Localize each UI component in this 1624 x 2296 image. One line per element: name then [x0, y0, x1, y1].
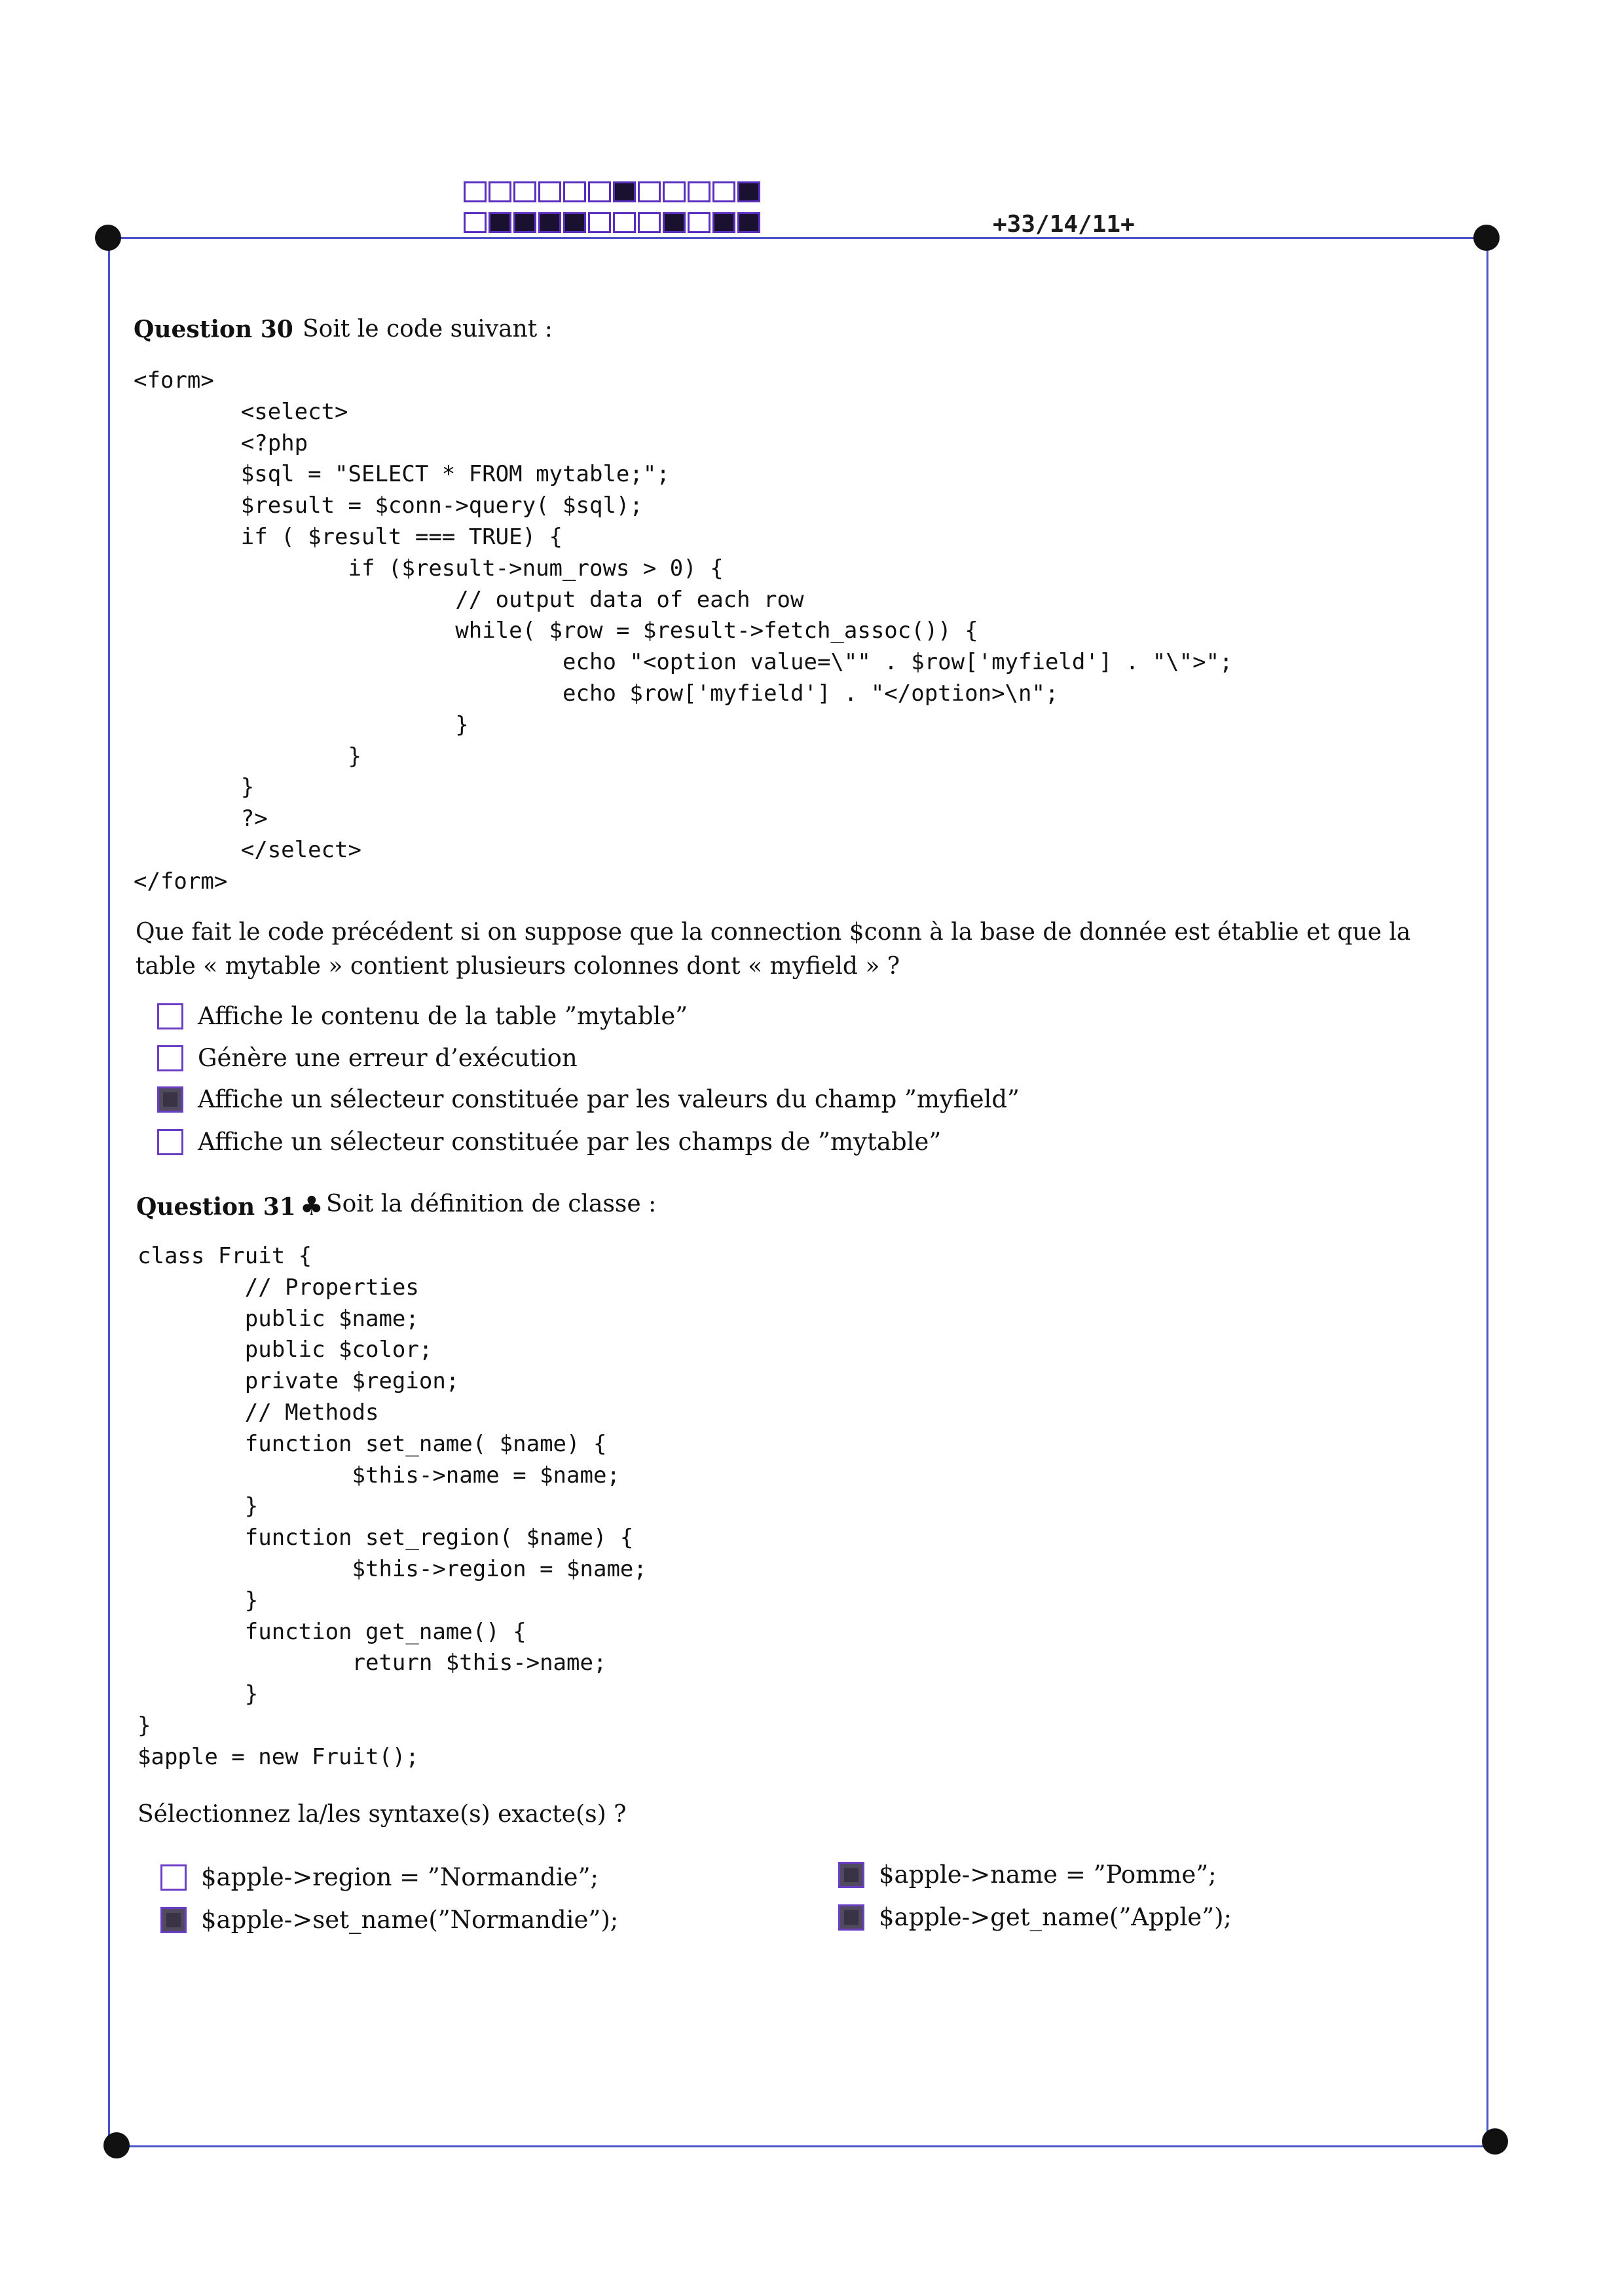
- corner-marker-bottom-left: [103, 2132, 130, 2158]
- barcode-square: [737, 181, 760, 202]
- barcode-square: [688, 212, 710, 233]
- question-31-number: Question 31: [136, 1193, 296, 1221]
- barcode-square: [712, 212, 735, 233]
- club-icon: ♣: [299, 1191, 323, 1221]
- q31-choice-2[interactable]: [160, 1906, 618, 1934]
- question-31-title: [136, 1191, 323, 1221]
- choice-label: $apple->set_name(”Normandie”);: [201, 1906, 619, 1934]
- corner-marker-top-right: [1473, 225, 1500, 251]
- frame-right: [1486, 237, 1488, 2145]
- barcode-square: [613, 181, 636, 202]
- checkbox[interactable]: [838, 1862, 864, 1888]
- choice-label: $apple->name = ”Pomme”;: [879, 1861, 1217, 1889]
- barcode-square: [538, 212, 561, 233]
- barcode-row-1: [464, 181, 762, 202]
- barcode-square: [688, 181, 710, 202]
- checkbox[interactable]: [157, 1086, 183, 1113]
- barcode-square: [638, 212, 661, 233]
- corner-marker-top-left: [95, 225, 121, 251]
- frame-top: [108, 237, 1486, 239]
- barcode-square: [563, 181, 586, 202]
- barcode-square: [464, 212, 487, 233]
- barcode-square: [513, 212, 536, 233]
- barcode-square: [737, 212, 760, 233]
- q31-choice-4[interactable]: [838, 1903, 1232, 1931]
- question-31-code: class Fruit { // Properties public $name; public $color; private $region; // Methods function set_name( $name) { $this->name = $name; } function set_region( $name) { $this->region = $name; } function get_name() { return $this->name; } } $apple = new Fruit();: [138, 1243, 647, 1770]
- choice-label: $apple->region = ”Normandie”;: [201, 1863, 599, 1891]
- q30-choice-2[interactable]: [157, 1044, 578, 1072]
- barcode-square: [464, 181, 487, 202]
- barcode-square: [489, 212, 511, 233]
- barcode-square: [513, 181, 536, 202]
- checkbox[interactable]: [160, 1864, 187, 1891]
- q30-choice-1[interactable]: [157, 1002, 688, 1030]
- barcode-square: [588, 212, 611, 233]
- question-30-intro: Soit le code suivant :: [303, 316, 553, 343]
- barcode-square: [663, 181, 686, 202]
- corner-marker-bottom-right: [1482, 2128, 1508, 2155]
- question-30-code: <form> <select> <?php $sql = "SELECT * FROM mytable;"; $result = $conn->query( $sql); if ( $result === TRUE) { if ($result->num_rows > 0) { // output data of each row while( $row = $result->fetch_assoc()) { echo "<option value=\"" . $row['myfield'] . "\">"; echo $row['myfield'] . "</option>\n"; } } } ?> </select> </form>: [134, 367, 1233, 895]
- barcode-square: [712, 181, 735, 202]
- choice-label: $apple->get_name(”Apple”);: [879, 1903, 1232, 1931]
- q30-choice-4[interactable]: [157, 1128, 941, 1156]
- barcode-square: [638, 181, 661, 202]
- question-30-prompt: Que fait le code précédent si on suppose que la connection $conn à la base de donnée est établie et que la table « mytable » contient plusieurs colonnes dont « myfield » ?: [136, 919, 1411, 980]
- choice-label: Affiche un sélecteur constituée par les valeurs du champ ”myfield”: [198, 1085, 1020, 1113]
- question-31-intro: Soit la définition de classe :: [326, 1191, 657, 1217]
- frame-bottom: [117, 2145, 1495, 2147]
- checkbox[interactable]: [157, 1129, 183, 1155]
- checkbox[interactable]: [838, 1904, 864, 1931]
- checkbox[interactable]: [157, 1045, 183, 1071]
- q31-choice-1[interactable]: [160, 1863, 599, 1891]
- choice-label: Affiche le contenu de la table ”mytable”: [198, 1002, 688, 1030]
- checkbox[interactable]: [160, 1907, 187, 1933]
- barcode-row-2: [464, 212, 762, 233]
- choice-label: Affiche un sélecteur constituée par les champs de ”mytable”: [198, 1128, 942, 1156]
- barcode-square: [563, 212, 586, 233]
- question-30-title: Question 30: [134, 316, 293, 343]
- question-31-prompt: Sélectionnez la/les syntaxe(s) exacte(s) ?: [138, 1801, 627, 1828]
- q31-choice-3[interactable]: [838, 1861, 1217, 1889]
- barcode-square: [663, 212, 686, 233]
- header-code: +33/14/11+: [993, 211, 1135, 238]
- choice-label: Génère une erreur d’exécution: [198, 1044, 578, 1072]
- frame-left: [108, 237, 110, 2145]
- barcode-square: [538, 181, 561, 202]
- checkbox[interactable]: [157, 1003, 183, 1029]
- barcode-square: [489, 181, 511, 202]
- barcode-square: [588, 181, 611, 202]
- q30-choice-3[interactable]: [157, 1085, 1020, 1113]
- barcode-square: [613, 212, 636, 233]
